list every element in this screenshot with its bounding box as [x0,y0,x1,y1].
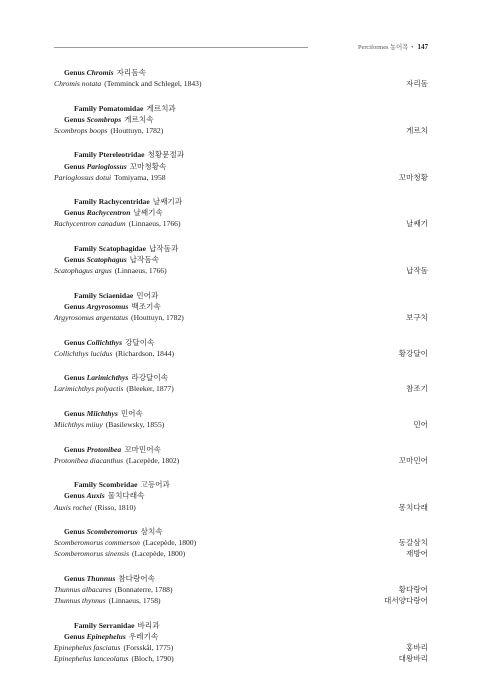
family-rank-label: Family [74,197,99,207]
family-name: Scombridae [98,480,138,490]
genus-rank-label: Genus [64,373,87,383]
genus-rank-label: Genus [64,573,87,583]
genus-name: Larimichthys [86,373,129,383]
species-korean-name: 홍바리 [405,642,428,652]
species-binomial: Epinephelus fasciatus [54,642,121,652]
genus-name: Thunnus [86,573,116,583]
species-binomial: Protonibea diacanthus [54,455,124,465]
species-entry [54,218,428,229]
taxon-block [54,444,428,466]
family-rank-label: Family [74,103,99,113]
species-authority: (Bonnaterre, 1788) [114,585,173,594]
species-entry [54,265,428,276]
family-line [54,243,428,254]
species-entry [54,537,428,548]
genus-korean-name: 백조기속 [131,301,161,311]
species-binomial: Rachycentron canadum [54,219,126,229]
running-header [54,43,428,53]
genus-korean-name: 날쌔기속 [133,208,163,218]
species-korean-name: 보구치 [405,313,428,322]
species-authority: (Linnaeus, 1766) [114,266,167,276]
genus-line [54,408,428,419]
taxon-block [54,526,428,559]
genus-rank-label: Genus [64,255,87,265]
family-line [54,196,428,207]
species-authority: (Richardson, 1844) [115,348,175,358]
species-authority: (Basilewsky, 1855) [105,420,165,430]
genus-korean-name: 자리돔속 [116,68,146,77]
family-korean-name: 바리과 [137,620,160,630]
genus-korean-name: 꼬마청황속 [129,161,167,171]
species-entry [54,548,428,559]
species-korean-name: 대서양다랑어 [383,596,428,606]
family-korean-name: 날쌔기과 [152,197,183,207]
genus-korean-name: 삼치속 [140,527,163,537]
genus-name: Protonibea [86,444,122,454]
family-rank-label: Family [74,620,99,630]
species-binomial: Scatophagus argus [54,266,112,276]
genus-line [54,444,428,455]
genus-rank-label: Genus [64,631,87,641]
genus-name: Epinephelus [86,631,126,641]
family-name: Scatophagidae [98,244,146,254]
genus-name: Scombrops [86,114,122,124]
genus-line [54,526,428,537]
species-scientific-name [54,455,179,466]
species-entry [54,383,428,394]
genus-line [54,161,428,172]
family-name: Sciaenidae [98,290,134,300]
species-authority: (Houttuyn, 1782) [131,313,184,322]
species-authority: (Bloch, 1790) [131,653,174,663]
species-scientific-name [54,595,161,606]
genus-name: Argyrosomus [86,301,129,311]
family-korean-name: 고등어과 [140,480,170,490]
taxon-block [54,372,428,394]
taxon-block [54,243,428,276]
genus-rank-label: Genus [64,301,87,311]
species-entry [54,312,428,323]
genus-rank-label: Genus [64,527,87,537]
species-entry [54,455,428,466]
family-name: Ptereleotridae [98,150,145,160]
genus-name: Rachycentron [86,208,131,218]
taxon-block [54,337,428,359]
genus-line [54,573,428,584]
genus-korean-name: 물치다래속 [107,491,145,501]
header-title: Perciformes 농어목 [358,44,409,51]
taxon-block [54,479,428,512]
species-scientific-name [54,78,202,89]
taxon-block [54,620,428,664]
genus-rank-label: Genus [64,68,87,77]
family-rank-label: Family [74,480,99,490]
species-entry [54,78,428,89]
species-binomial: Chromis notata [54,79,102,89]
genus-rank-label: Genus [64,337,87,347]
taxon-block [54,573,428,606]
species-authority: (Linnaeus, 1766) [128,219,181,229]
genus-korean-name: 게르치속 [124,114,154,124]
species-binomial: Scombrops boops [54,125,108,135]
family-rank-label: Family [74,150,99,160]
taxon-block [54,290,428,323]
species-binomial: Epinephelus lanceolatus [54,653,129,663]
family-line [54,620,428,631]
taxon-block [54,408,428,430]
genus-line [54,301,428,312]
family-rank-label: Family [74,290,99,300]
family-name: Rachycentridae [98,197,150,207]
family-korean-name: 민어과 [136,290,159,300]
taxon-block [54,196,428,229]
species-korean-name: 황강달이 [398,348,428,358]
species-scientific-name [54,642,173,653]
family-korean-name: 청황문절과 [147,150,185,160]
genus-line [54,254,428,265]
family-line [54,479,428,490]
family-rank-label: Family [74,244,99,254]
genus-line [54,337,428,348]
genus-korean-name: 우레기속 [128,631,159,641]
family-line [54,290,428,301]
genus-name: Chromis [86,68,114,77]
genus-rank-label: Genus [64,408,87,418]
genus-line [54,207,428,218]
species-korean-name: 황다랑어 [398,585,428,594]
species-entry [54,653,428,664]
species-authority: Tomiyama, 1958 [114,172,166,182]
species-scientific-name [54,218,181,229]
species-korean-name: 대왕바리 [398,653,428,663]
genus-korean-name: 참다랑어속 [118,573,155,583]
family-name: Pomatomidae [98,103,144,113]
header-text [358,42,428,51]
species-korean-name: 자리돔 [405,79,428,89]
genus-line [54,372,428,383]
genus-korean-name: 납작돔속 [129,255,160,265]
species-korean-name: 민어 [413,420,428,430]
species-authority: (Lacepède, 1800) [142,538,197,548]
species-binomial: Larimichthys polyactis [54,384,124,394]
species-korean-name: 참조기 [405,384,428,394]
genus-rank-label: Genus [64,208,87,218]
genus-name: Scatophagus [86,255,127,265]
species-authority: (Lacepède, 1800) [132,549,186,559]
species-entry [54,419,428,430]
species-authority: (Lacepède, 1802) [126,455,180,465]
genus-rank-label: Genus [64,444,87,454]
species-scientific-name [54,312,184,323]
genus-korean-name: 꼬마민어속 [124,444,161,454]
species-korean-name: 꼬마민어 [398,455,428,465]
taxon-block [54,149,428,182]
species-binomial: Thunnus albacares [54,585,112,594]
family-line [54,103,428,114]
species-entry [54,125,428,136]
species-entry [54,595,428,606]
species-korean-name: 동갈삼치 [398,538,428,548]
taxon-block [54,67,428,89]
species-entry [54,584,428,595]
species-binomial: Collichthys lucidus [54,348,113,358]
species-scientific-name [54,502,136,513]
species-binomial: Scomberomorus sinensis [54,549,130,559]
species-scientific-name [54,419,164,430]
species-binomial: Miichthys miiuy [54,420,103,430]
genus-name: Miichthys [86,408,118,418]
genus-korean-name: 라강달이속 [131,373,169,383]
species-binomial: Auxis rochei [54,502,92,512]
species-scientific-name [54,348,174,359]
species-authority: (Risso, 1810) [94,502,136,512]
family-korean-name: 게르치과 [146,103,176,113]
genus-line [54,631,428,642]
genus-line [54,490,428,501]
species-korean-name: 납작돔 [405,266,428,276]
species-binomial: Thunnus thynnus [54,596,106,606]
species-scientific-name [54,548,185,559]
species-authority: (Temminck and Schlegel, 1843) [104,79,202,89]
species-korean-name: 몽치다래 [398,502,428,512]
species-scientific-name [54,584,173,595]
genus-rank-label: Genus [64,161,87,171]
page-number: 147 [417,43,428,51]
bullet-separator: • [411,44,414,51]
species-authority: (Forsskål, 1775) [123,642,174,652]
species-scientific-name [54,537,196,548]
genus-name: Scomberomorus [86,527,138,537]
taxon-block [54,103,428,136]
species-scientific-name [54,172,166,183]
family-korean-name: 납작돔과 [148,244,179,254]
species-scientific-name [54,265,167,276]
species-authority: (Bleeker, 1877) [126,384,174,394]
species-scientific-name [54,653,174,664]
species-korean-name: 날쌔기 [405,219,428,229]
species-korean-name: 재방어 [405,549,428,559]
species-entry [54,502,428,513]
genus-name: Parioglossus [86,161,127,171]
species-entry [54,172,428,183]
family-name: Serranidae [98,620,135,630]
genus-line [54,114,428,125]
species-korean-name: 꼬마청황 [398,172,428,182]
species-entry [54,348,428,359]
family-line [54,149,428,160]
genus-rank-label: Genus [64,491,87,501]
species-binomial: Scomberomorus commerson [54,538,140,548]
header-rule [54,47,308,48]
genus-korean-name: 민어속 [120,408,143,418]
genus-name: Auxis [86,491,105,501]
species-scientific-name [54,125,163,136]
genus-korean-name: 강달이속 [125,337,155,347]
genus-line [54,67,428,78]
species-scientific-name [54,383,174,394]
genus-name: Collichthys [86,337,123,347]
species-authority: (Linnaeus, 1758) [108,596,161,606]
genus-rank-label: Genus [64,114,87,124]
species-binomial: Parioglossus dotui [54,172,112,182]
species-korean-name: 게르치 [405,125,428,135]
species-entry [54,642,428,653]
species-authority: (Houttuyn, 1782) [110,125,164,135]
species-binomial: Argyrosomus argentatus [54,313,129,322]
taxon-list [54,67,428,678]
